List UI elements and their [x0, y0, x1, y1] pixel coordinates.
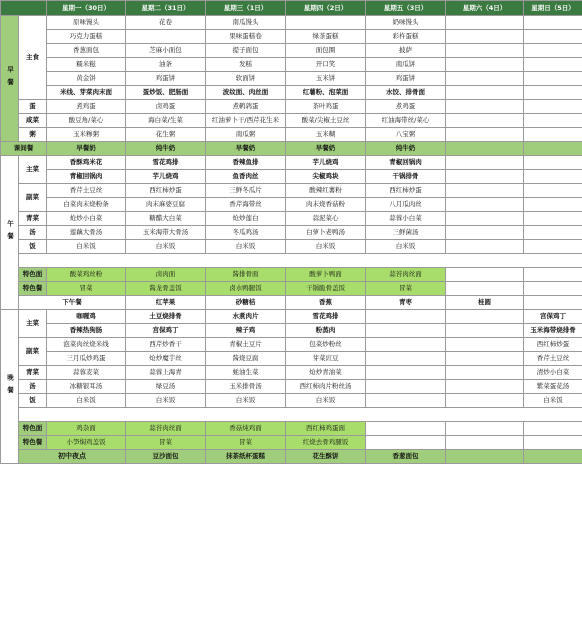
dinner-soup-row: [1, 380, 582, 394]
menu-cell: 炝炒小白菜: [47, 212, 126, 226]
menu-cell: 肉末烧香菇粉: [286, 198, 366, 212]
category-label: 特色面: [19, 268, 47, 282]
menu-cell: 披萨: [366, 44, 446, 58]
category-label: 主食: [19, 16, 47, 100]
menu-cell: 三鲜冬瓜片: [206, 184, 286, 198]
menu-cell: 纯牛奶: [366, 142, 446, 156]
menu-cell: 宫保鸡丁: [126, 324, 206, 338]
lunch-main-row: [1, 156, 582, 170]
menu-cell: 白米饭: [286, 240, 366, 254]
dinner-spacer-row: [1, 408, 582, 422]
lunch-soup-row: [1, 226, 582, 240]
menu-cell: 香葱面包: [47, 44, 126, 58]
breakfast-staple-row: [1, 30, 582, 44]
menu-cell: [446, 100, 524, 114]
menu-cell: 蒜蓉小白菜: [366, 212, 446, 226]
menu-cell: [524, 58, 582, 72]
menu-cell: [524, 100, 582, 114]
lunch-side-row: [1, 198, 582, 212]
menu-cell: 酸辣红薯粉: [286, 184, 366, 198]
menu-cell: [446, 198, 524, 212]
menu-cell: 玉米饼: [286, 72, 366, 86]
breakfast-staple-row: [1, 72, 582, 86]
menu-cell: 宫保鸡丁: [524, 310, 582, 324]
menu-cell: [366, 394, 446, 408]
lunch-spacer-row: [1, 254, 582, 268]
menu-cell: 白菜肉末烧粉条: [47, 198, 126, 212]
menu-cell: 白米饭: [126, 240, 206, 254]
menu-cell: 咖喱鸡: [47, 310, 126, 324]
breakfast-porridge-row: [1, 128, 582, 142]
dinner-side-row: [1, 352, 582, 366]
dinner-special_noodle-row: [1, 422, 582, 436]
menu-cell: [524, 156, 582, 170]
menu-cell: 豆沙面包: [126, 450, 206, 464]
menu-cell: 彩杵蛋糕: [366, 30, 446, 44]
menu-cell: 早餐奶: [286, 142, 366, 156]
menu-cell: 白米饭: [206, 240, 286, 254]
menu-cell: 卤水鸭腿饭: [206, 282, 286, 296]
menu-cell: 三鲜菌汤: [366, 226, 446, 240]
menu-cell: 糯米糍: [47, 58, 126, 72]
menu-cell: 奶味馒头: [366, 16, 446, 30]
menu-cell: 白萝卜老鸭汤: [286, 226, 366, 240]
menu-cell: 果味蛋糕卷: [206, 30, 286, 44]
menu-cell: 白米饭: [47, 394, 126, 408]
meal-label-dinner: 晚餐: [1, 310, 19, 464]
day-header: 星期六（4日）: [446, 1, 524, 16]
menu-cell: 酸菜/尖椒土豆丝: [286, 114, 366, 128]
menu-cell: 蛋炒饭、肥肠面: [126, 86, 206, 100]
menu-cell: 粉蒸肉: [286, 324, 366, 338]
menu-cell: 煮鸡蛋: [366, 100, 446, 114]
menu-cell: 香蕉: [286, 296, 366, 310]
menu-cell: [524, 128, 582, 142]
category-label: 蛋: [19, 100, 47, 114]
menu-cell: 香菇炖鸡面: [206, 422, 286, 436]
menu-cell: [524, 422, 582, 436]
category-label: 咸菜: [19, 114, 47, 128]
breakfast-staple-row: [1, 58, 582, 72]
day-header: 星期五（3日）: [366, 1, 446, 16]
menu-cell: [366, 310, 446, 324]
menu-cell: 尖椒鸡块: [286, 170, 366, 184]
menu-cell: [446, 86, 524, 100]
category-label: 汤: [19, 226, 47, 240]
menu-cell: 开口笑: [286, 58, 366, 72]
menu-cell: 冒菜: [126, 436, 206, 450]
menu-cell: 桂圆: [446, 296, 524, 310]
category-label: 主菜: [19, 156, 47, 184]
menu-cell: 发糕: [206, 58, 286, 72]
menu-cell: 酸菜鸡丝粉: [47, 268, 126, 282]
menu-cell: 油条: [126, 58, 206, 72]
menu-cell: 花生粥: [126, 128, 206, 142]
menu-cell: 土豆烧排骨: [126, 310, 206, 324]
menu-cell: [524, 16, 582, 30]
menu-cell: 玉米海带烧排骨: [524, 324, 582, 338]
menu-cell: [524, 296, 582, 310]
menu-cell: 炝炒青油菜: [286, 366, 366, 380]
menu-cell: [366, 366, 446, 380]
menu-cell: 小笋焖鸡盖饭: [47, 436, 126, 450]
menu-cell: 卤肉面: [126, 268, 206, 282]
menu-cell: 蒜苔肉丝面: [366, 268, 446, 282]
day-header: 星期四（2日）: [286, 1, 366, 16]
menu-cell: 米线、芽菜肉末面: [47, 86, 126, 100]
menu-cell: [524, 86, 582, 100]
breakfast-staple-row: [1, 86, 582, 100]
menu-cell: 白米饭: [286, 394, 366, 408]
menu-cell: 芝麻小面包: [126, 44, 206, 58]
menu-cell: [446, 58, 524, 72]
spacer-cell: [19, 254, 582, 268]
breakfast-pickle-row: [1, 114, 582, 128]
category-label: 饭: [19, 394, 47, 408]
menu-cell: [446, 310, 524, 324]
menu-cell: 面包圈: [286, 44, 366, 58]
menu-cell: 冒菜: [206, 436, 286, 450]
menu-cell: [126, 30, 206, 44]
menu-cell: [366, 352, 446, 366]
category-label: 主菜: [19, 310, 47, 338]
menu-cell: 水煮肉片: [206, 310, 286, 324]
menu-cell: [446, 366, 524, 380]
menu-cell: [524, 30, 582, 44]
menu-cell: 冬瓜鸡汤: [206, 226, 286, 240]
menu-cell: 花生酥饼: [286, 450, 366, 464]
menu-cell: [446, 338, 524, 352]
menu-cell: 酱龙骨盖饭: [126, 282, 206, 296]
menu-cell: 白米饭: [524, 394, 582, 408]
dinner-rice-row: [1, 394, 582, 408]
menu-cell: [446, 170, 524, 184]
menu-cell: 酸萝卜鸭面: [286, 268, 366, 282]
menu-cell: 西红柿炒蛋: [366, 184, 446, 198]
menu-cell: 莲藕大骨汤: [47, 226, 126, 240]
menu-cell: [524, 198, 582, 212]
menu-cell: [524, 268, 582, 282]
snack-row: [1, 142, 582, 156]
menu-cell: 西红柿鸡蛋面: [286, 422, 366, 436]
menu-cell: 黄金饼: [47, 72, 126, 86]
menu-cell: 玉米海带大骨汤: [126, 226, 206, 240]
menu-body: [1, 1, 582, 464]
menu-cell: 煮鸡蛋: [47, 100, 126, 114]
menu-cell: [524, 72, 582, 86]
menu-cell: [446, 422, 524, 436]
dinner-special_meal-row: [1, 436, 582, 450]
menu-cell: 干锅脆骨盖饭: [286, 282, 366, 296]
menu-cell: 波纹面、肉丝面: [206, 86, 286, 100]
menu-cell: 卤鸡蛋: [126, 100, 206, 114]
menu-cell: 玉米排骨汤: [206, 380, 286, 394]
menu-cell: 蒜蓉上海青: [126, 366, 206, 380]
menu-cell: 纯牛奶: [126, 142, 206, 156]
menu-cell: 芽菜豇豆: [286, 352, 366, 366]
menu-cell: [524, 44, 582, 58]
menu-cell: 抹茶纸杯蛋糕: [206, 450, 286, 464]
menu-cell: 冒菜: [47, 282, 126, 296]
menu-cell: [524, 436, 582, 450]
menu-cell: [524, 240, 582, 254]
afternoon-row: [1, 296, 582, 310]
menu-cell: [446, 156, 524, 170]
menu-cell: [286, 16, 366, 30]
menu-cell: 香芹土豆丝: [47, 184, 126, 198]
menu-cell: [524, 114, 582, 128]
day-header: 星期三（1日）: [206, 1, 286, 16]
lunch-rice-row: [1, 240, 582, 254]
menu-cell: 炝炒莲白: [206, 212, 286, 226]
menu-cell: 玉米糊: [286, 128, 366, 142]
menu-cell: 蒜蓉麦菜: [47, 366, 126, 380]
menu-cell: 红苹果: [126, 296, 206, 310]
menu-cell: 雪花鸡排: [286, 310, 366, 324]
menu-cell: 青椒回锅肉: [47, 170, 126, 184]
menu-cell: 芋儿烧鸡: [286, 156, 366, 170]
meal-label-breakfast: 早餐: [1, 16, 19, 142]
day-header: 星期一（30日）: [47, 1, 126, 16]
category-label: 饭: [19, 240, 47, 254]
category-label: 汤: [19, 380, 47, 394]
category-label: 特色餐: [19, 436, 47, 450]
lunch-greens-row: [1, 212, 582, 226]
menu-cell: 肉末麻婆豆腐: [126, 198, 206, 212]
menu-cell: 青椒土豆片: [206, 338, 286, 352]
menu-cell: 鸡蛋饼: [126, 72, 206, 86]
menu-cell: 炝炒魔芋丝: [126, 352, 206, 366]
menu-cell: 冰糖银耳汤: [47, 380, 126, 394]
menu-cell: 白米饭: [126, 394, 206, 408]
menu-cell: [446, 114, 524, 128]
menu-cell: 红油萝卜干/西芹花生米: [206, 114, 286, 128]
category-label: 青菜: [19, 366, 47, 380]
menu-cell: [524, 212, 582, 226]
menu-cell: 西红柿肉片粉丝汤: [286, 380, 366, 394]
menu-cell: 八月瓜肉丝: [366, 198, 446, 212]
menu-cell: 西红柿炒蛋: [126, 184, 206, 198]
lunch-special_noodle-row: [1, 268, 582, 282]
menu-cell: 雪花鸡排: [126, 156, 206, 170]
menu-cell: 砂糖桔: [206, 296, 286, 310]
menu-cell: 香辣鱼排: [206, 156, 286, 170]
dinner-main-row: [1, 324, 582, 338]
menu-cell: [446, 212, 524, 226]
menu-cell: [446, 282, 524, 296]
header-row: [1, 1, 582, 16]
menu-cell: 花卷: [126, 16, 206, 30]
menu-cell: [524, 170, 582, 184]
menu-cell: [446, 72, 524, 86]
menu-cell: 青椒回锅肉: [366, 156, 446, 170]
late-snack-row: [1, 450, 582, 464]
menu-cell: 鱼香肉丝: [206, 170, 286, 184]
category-label: 副菜: [19, 338, 47, 366]
lunch-side-row: [1, 184, 582, 198]
category-label: 副菜: [19, 184, 47, 212]
menu-cell: 酱排骨面: [206, 268, 286, 282]
menu-cell: 软面饼: [206, 72, 286, 86]
menu-cell: 辣子鸡: [206, 324, 286, 338]
menu-cell: [524, 282, 582, 296]
menu-cell: 西红柿炒蛋: [524, 338, 582, 352]
menu-cell: 早餐奶: [47, 142, 126, 156]
menu-cell: [366, 380, 446, 394]
menu-cell: 干锅排骨: [366, 170, 446, 184]
menu-cell: 蒜泥菜心: [286, 212, 366, 226]
lunch-special_meal-row: [1, 282, 582, 296]
menu-cell: [446, 30, 524, 44]
menu-cell: 南瓜馒头: [206, 16, 286, 30]
menu-cell: [366, 338, 446, 352]
menu-cell: [446, 184, 524, 198]
menu-cell: 红薯粉、泡菜面: [286, 86, 366, 100]
dinner-side-row: [1, 338, 582, 352]
category-label: 特色面: [19, 422, 47, 436]
menu-cell: [446, 16, 524, 30]
menu-cell: 糖醋大白菜: [126, 212, 206, 226]
category-label: 特色餐: [19, 282, 47, 296]
menu-cell: 蒜苔肉丝面: [126, 422, 206, 436]
menu-cell: [446, 450, 524, 464]
menu-cell: 紫菜蛋花汤: [524, 380, 582, 394]
menu-cell: [446, 268, 524, 282]
breakfast-egg-row: [1, 100, 582, 114]
dinner-main-row: [1, 310, 582, 324]
corner-cell: [1, 1, 47, 16]
category-label: 粥: [19, 128, 47, 142]
menu-cell: [366, 422, 446, 436]
menu-cell: 西芹炒香干: [126, 338, 206, 352]
menu-cell: [446, 142, 524, 156]
menu-cell: 海白菜/生菜: [126, 114, 206, 128]
meal-label-snack: 课间餐: [1, 142, 47, 156]
menu-cell: 早餐奶: [206, 142, 286, 156]
menu-cell: 鸡杂面: [47, 422, 126, 436]
menu-cell: 煮鹌鹑蛋: [206, 100, 286, 114]
menu-cell: 八宝粥: [366, 128, 446, 142]
menu-cell: [446, 380, 524, 394]
menu-cell: [446, 394, 524, 408]
menu-cell: [366, 436, 446, 450]
meal-label-lunch: 午餐: [1, 156, 19, 310]
menu-cell: 包菜炒粉丝: [286, 338, 366, 352]
menu-cell: 玉米糁粥: [47, 128, 126, 142]
menu-cell: 红油海带丝/菜心: [366, 114, 446, 128]
menu-cell: 泡菜肉丝烧米线: [47, 338, 126, 352]
meal-label-late: 初中夜点: [19, 450, 126, 464]
menu-cell: 绿豆汤: [126, 380, 206, 394]
category-label: 青菜: [19, 212, 47, 226]
menu-cell: [524, 184, 582, 198]
menu-cell: 芋儿烧鸡: [126, 170, 206, 184]
menu-cell: [524, 450, 582, 464]
menu-cell: [446, 352, 524, 366]
day-header: 星期二（31日）: [126, 1, 206, 16]
menu-cell: 鸡蛋饼: [366, 72, 446, 86]
menu-cell: [446, 128, 524, 142]
menu-cell: 香辣热狗肠: [47, 324, 126, 338]
menu-cell: 蚝油生菜: [206, 366, 286, 380]
lunch-main-row: [1, 170, 582, 184]
menu-cell: 清炒小白菜: [524, 366, 582, 380]
menu-cell: 白米饭: [206, 394, 286, 408]
menu-cell: 白米饭: [47, 240, 126, 254]
menu-cell: 白米饭: [366, 240, 446, 254]
menu-cell: [446, 240, 524, 254]
menu-cell: 香芹土豆丝: [524, 352, 582, 366]
menu-cell: 巧克力蛋糕: [47, 30, 126, 44]
menu-cell: 绿茶蛋糕: [286, 30, 366, 44]
menu-cell: [446, 226, 524, 240]
menu-cell: 冒菜: [366, 282, 446, 296]
breakfast-staple-row: [1, 44, 582, 58]
menu-cell: 提子面包: [206, 44, 286, 58]
menu-cell: [524, 142, 582, 156]
menu-cell: 酸豆角/菜心: [47, 114, 126, 128]
breakfast-staple-row: [1, 16, 582, 30]
menu-cell: [446, 324, 524, 338]
menu-cell: 南瓜饼: [366, 58, 446, 72]
day-header: 星期日（5日）: [524, 1, 582, 16]
menu-cell: 香芹海带丝: [206, 198, 286, 212]
menu-cell: 红烧去骨鸡腿饭: [286, 436, 366, 450]
menu-cell: 原味馒头: [47, 16, 126, 30]
menu-cell: [446, 44, 524, 58]
menu-cell: 茶叶鸡蛋: [286, 100, 366, 114]
spacer-cell: [19, 408, 582, 422]
menu-cell: 香酥鸡米花: [47, 156, 126, 170]
menu-cell: 南瓜粥: [206, 128, 286, 142]
menu-cell: 三月瓜炒鸡蛋: [47, 352, 126, 366]
menu-cell: 香葱面包: [366, 450, 446, 464]
menu-cell: 酱烧豆腐: [206, 352, 286, 366]
menu-cell: [446, 436, 524, 450]
dinner-greens-row: [1, 366, 582, 380]
menu-cell: [524, 226, 582, 240]
menu-cell: 青枣: [366, 296, 446, 310]
menu-cell: 水饺、排骨面: [366, 86, 446, 100]
menu-cell: [366, 324, 446, 338]
meal-label-afternoon: 下午餐: [19, 296, 126, 310]
